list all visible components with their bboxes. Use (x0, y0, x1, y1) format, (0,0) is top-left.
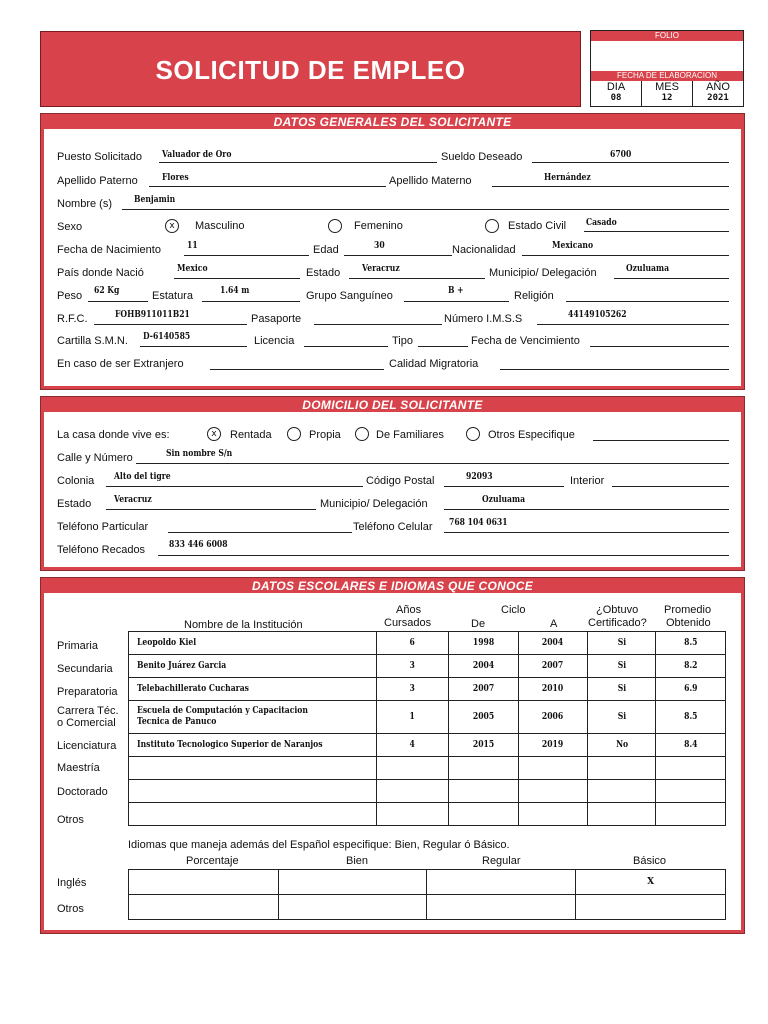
estado-nac-value: Veracruz (362, 264, 400, 274)
colonia-label: Colonia (57, 475, 95, 487)
a-cell[interactable]: 2006 (518, 701, 588, 734)
de-cell[interactable] (448, 757, 518, 780)
anios-cell[interactable]: 3 (376, 678, 448, 701)
pais-label: País donde Nació (57, 267, 144, 279)
idiomas-col-porcentaje: Porcentaje (186, 855, 239, 867)
de-cell[interactable]: 2015 (448, 734, 518, 757)
col-a: A (550, 618, 558, 630)
calle-label: Calle y Número (57, 452, 133, 464)
de-cell[interactable]: 2005 (448, 701, 518, 734)
colonia-field[interactable] (106, 486, 363, 487)
tel-cel-value: 768 104 0631 (449, 518, 508, 528)
licencia-label: Licencia (254, 335, 295, 347)
puesto-field[interactable] (159, 162, 437, 163)
domicilio-body (44, 412, 741, 567)
anios-cell[interactable]: 1 (376, 701, 448, 734)
interior-field[interactable] (612, 486, 729, 487)
dom-estado-value: Veracruz (114, 495, 152, 505)
cartilla-value: D-6140585 (143, 332, 191, 342)
rentada-label: Rentada (230, 429, 272, 441)
domicilio-section (40, 396, 745, 571)
de-cell[interactable]: 1998 (448, 632, 518, 655)
level-label: Licenciatura (57, 740, 117, 752)
anios-cell[interactable] (376, 803, 448, 826)
level-label: Carrera Téc. (57, 705, 119, 717)
idioma-label: Otros (57, 903, 84, 915)
level-label: o Comercial (57, 717, 116, 729)
ap-materno-field[interactable] (492, 186, 729, 187)
mes-value: 12 (661, 93, 673, 103)
nombre-label: Nombre (s) (57, 198, 113, 210)
idiomas-col-regular: Regular (482, 855, 521, 867)
datos-generales-body (44, 129, 741, 386)
institucion-cell[interactable] (129, 803, 377, 826)
tel-part-label: Teléfono Particular (57, 521, 149, 533)
puesto-value: Valuador de Oro (162, 150, 232, 160)
masculino-label: Masculino (195, 220, 245, 232)
municipio-nac-value: Ozuluama (626, 264, 670, 274)
ap-paterno-label: Apellido Paterno (57, 175, 138, 187)
imss-label: Número I.M.S.S (444, 313, 523, 325)
licencia-field[interactable] (304, 346, 388, 347)
nacionalidad-value: Mexicano (552, 241, 594, 251)
level-label: Primaria (57, 640, 98, 652)
extranjero-label: En caso de ser Extranjero (57, 358, 184, 370)
tel-cel-label: Teléfono Celular (353, 521, 433, 533)
a-cell[interactable]: 2019 (518, 734, 588, 757)
table-row (129, 632, 726, 655)
pasaporte-field[interactable] (314, 324, 442, 325)
imss-value: 44149105262 (568, 310, 627, 320)
level-label: Doctorado (57, 786, 108, 798)
cert-cell[interactable] (588, 803, 656, 826)
basico-cell[interactable]: X (576, 870, 726, 895)
a-cell[interactable]: 2007 (518, 655, 588, 678)
rfc-field[interactable] (94, 324, 247, 325)
cartilla-field[interactable] (140, 346, 247, 347)
section-title-generales: DATOS GENERALES DEL SOLICITANTE (273, 115, 512, 129)
estado-civil-radio[interactable] (485, 219, 499, 233)
anio-label: AÑO (706, 81, 730, 93)
prom-cell[interactable]: 8.4 (656, 734, 726, 757)
anios-cell[interactable]: 4 (376, 734, 448, 757)
col-anios-1: Años (396, 604, 422, 616)
escolares-section (40, 577, 745, 934)
idiomas-label: Idiomas que maneja además del Español especifique: Bien, Regular ó Básico. (128, 839, 510, 851)
tel-rec-field[interactable] (158, 555, 729, 556)
col-ciclo: Ciclo (501, 604, 526, 616)
cartilla-label: Cartilla S.M.N. (57, 335, 128, 347)
idiomas-table (128, 869, 726, 920)
nombre-field[interactable] (122, 209, 729, 210)
vencimiento-field[interactable] (590, 346, 729, 347)
estatura-field[interactable] (202, 301, 300, 302)
prom-cell[interactable] (656, 780, 726, 803)
col-cert-1: ¿Obtuvo (596, 604, 639, 616)
table-row (129, 678, 726, 701)
sueldo-value: 6700 (610, 150, 632, 160)
porcentaje-cell[interactable] (129, 870, 279, 895)
regular-cell[interactable] (427, 870, 576, 895)
escolares-table (128, 631, 726, 826)
date-cells (591, 81, 743, 106)
rfc-value: FOHB911011B21 (115, 310, 190, 320)
prom-cell[interactable]: 6.9 (656, 678, 726, 701)
fecha-elaboracion-label: FECHA DE ELABORACION (591, 71, 743, 81)
estado-civil-value: Casado (586, 218, 617, 228)
nacionalidad-field[interactable] (522, 255, 729, 256)
idiomas-col-bien: Bien (346, 855, 369, 867)
dia-label: DIA (606, 81, 626, 93)
municipio-nac-label: Municipio/ Delegación (489, 267, 597, 279)
calidad-label: Calidad Migratoria (389, 358, 479, 370)
col-cert-2: Certificado? (588, 617, 647, 629)
colonia-value: Alto del tigre (114, 472, 171, 482)
prom-cell[interactable]: 8.5 (656, 701, 726, 734)
dia-value: 08 (610, 93, 622, 103)
a-cell[interactable] (518, 803, 588, 826)
idioma-label: Inglés (57, 877, 87, 889)
bien-cell[interactable] (278, 895, 427, 920)
edad-label: Edad (313, 244, 339, 256)
cert-cell[interactable] (588, 780, 656, 803)
sangre-field[interactable] (404, 301, 509, 302)
table-row (129, 655, 726, 678)
dia-cell[interactable] (591, 81, 642, 106)
col-de: De (471, 618, 486, 630)
puesto-label: Puesto Solicitado (57, 151, 142, 163)
porcentaje-cell[interactable] (129, 895, 279, 920)
imss-field[interactable] (537, 324, 729, 325)
femenino-label: Femenino (354, 220, 403, 232)
edad-field[interactable] (344, 255, 452, 256)
datos-generales-section (40, 113, 745, 390)
folio-label: FOLIO (591, 31, 743, 41)
femenino-radio[interactable] (328, 219, 342, 233)
de-cell[interactable] (448, 803, 518, 826)
nombre-value: Benjamin (134, 195, 176, 205)
pasaporte-label: Pasaporte (251, 313, 302, 325)
anios-cell[interactable]: 6 (376, 632, 448, 655)
nacionalidad-label: Nacionalidad (452, 244, 516, 256)
calidad-field[interactable] (500, 369, 729, 370)
cp-field[interactable] (444, 486, 564, 487)
prom-cell[interactable]: 8.5 (656, 632, 726, 655)
estado-civil-field[interactable] (584, 231, 729, 232)
estado-nac-field[interactable] (349, 278, 485, 279)
level-label: Preparatoria (57, 686, 118, 698)
table-row (129, 701, 726, 734)
anio-value: 2021 (707, 93, 729, 103)
prom-cell[interactable]: 8.2 (656, 655, 726, 678)
familiares-radio[interactable] (355, 427, 369, 441)
section-title-domicilio: DOMICILIO DEL SOLICITANTE (302, 398, 483, 412)
col-anios-2: Cursados (384, 617, 432, 629)
peso-value: 62 Kg (94, 286, 120, 296)
institucion-cell[interactable]: Leopoldo Kiel (129, 632, 377, 655)
anios-cell[interactable]: 3 (376, 655, 448, 678)
cert-cell[interactable]: No (588, 734, 656, 757)
de-cell[interactable] (448, 780, 518, 803)
a-cell[interactable]: 2010 (518, 678, 588, 701)
a-cell[interactable] (518, 780, 588, 803)
anios-cell[interactable] (376, 780, 448, 803)
table-row (129, 870, 726, 895)
mes-cell[interactable] (642, 81, 693, 106)
cp-value: 92093 (466, 472, 493, 482)
level-label: Otros (57, 814, 84, 826)
rentada-radio[interactable]: x (207, 427, 221, 441)
table-row (129, 757, 726, 780)
anio-cell[interactable] (693, 81, 743, 106)
municipio-nac-field[interactable] (614, 278, 729, 279)
institucion-cell[interactable] (129, 757, 377, 780)
folio-box (590, 30, 744, 107)
de-cell[interactable]: 2007 (448, 678, 518, 701)
fecha-nac-value: 11 (187, 241, 198, 251)
rfc-label: R.F.C. (57, 313, 88, 325)
a-cell[interactable] (518, 757, 588, 780)
sexo-label: Sexo (57, 221, 83, 233)
propia-label: Propia (309, 429, 341, 441)
tel-rec-label: Teléfono Recados (57, 544, 146, 556)
idiomas-col-basico: Básico (633, 855, 667, 867)
calle-value: Sin nombre S/n (166, 449, 233, 459)
prom-cell[interactable] (656, 757, 726, 780)
folio-field[interactable] (591, 41, 743, 71)
tel-rec-value: 833 446 6008 (169, 540, 228, 550)
cp-label: Código Postal (366, 475, 435, 487)
institucion-cell[interactable]: Benito Juárez Garcia (129, 655, 377, 678)
pais-value: Mexico (177, 264, 208, 274)
familiares-label: De Familiares (376, 429, 444, 441)
sangre-label: Grupo Sanguíneo (306, 290, 393, 302)
ap-paterno-value: Flores (162, 173, 189, 183)
dom-municipio-value: Ozuluama (482, 495, 526, 505)
otros-field[interactable] (593, 440, 729, 441)
de-cell[interactable]: 2004 (448, 655, 518, 678)
escolares-body (44, 593, 741, 930)
institucion-cell[interactable]: Telebachillerato Cucharas (129, 678, 377, 701)
propia-radio[interactable] (287, 427, 301, 441)
a-cell[interactable]: 2004 (518, 632, 588, 655)
estado-civil-label: Estado Civil (508, 220, 567, 232)
peso-field[interactable] (88, 301, 148, 302)
dom-municipio-label: Municipio/ Delegación (320, 498, 428, 510)
edad-value: 30 (374, 241, 385, 251)
level-label: Maestría (57, 762, 100, 774)
tipo-field[interactable] (418, 346, 468, 347)
col-prom-2: Obtenido (666, 617, 711, 629)
interior-label: Interior (570, 475, 605, 487)
col-prom-1: Promedio (664, 604, 712, 616)
fecha-nac-field[interactable] (184, 255, 309, 256)
cert-cell[interactable]: Si (588, 632, 656, 655)
estatura-value: 1.64 m (220, 286, 250, 296)
level-label: Secundaria (57, 663, 113, 675)
sangre-value: B + (448, 286, 464, 296)
peso-label: Peso (57, 290, 83, 302)
mes-label: MES (655, 81, 679, 93)
cert-cell[interactable]: Si (588, 701, 656, 734)
bien-cell[interactable] (278, 870, 427, 895)
calle-field[interactable] (136, 463, 729, 464)
sueldo-label: Sueldo Deseado (441, 151, 523, 163)
estatura-label: Estatura (152, 290, 193, 302)
vencimiento-label: Fecha de Vencimiento (471, 335, 580, 347)
institucion-cell[interactable]: Instituto Tecnologico Superior de Naranjos (129, 734, 377, 757)
regular-cell[interactable] (427, 895, 576, 920)
cert-cell[interactable]: Si (588, 655, 656, 678)
table-row (129, 803, 726, 826)
extranjero-field[interactable] (210, 369, 384, 370)
table-row (129, 734, 726, 757)
section-title-escolares: DATOS ESCOLARES E IDIOMAS QUE CONOCE (251, 579, 534, 593)
religion-field[interactable] (566, 301, 729, 302)
prom-cell[interactable] (656, 803, 726, 826)
col-institucion: Nombre de la Institución (184, 619, 303, 631)
basico-cell[interactable] (576, 895, 726, 920)
tel-part-field[interactable] (168, 532, 352, 533)
sueldo-field[interactable] (532, 162, 729, 163)
institucion-cell[interactable]: Escuela de Computación y Capacitacion Tecnica de Panuco (129, 701, 377, 734)
page-title: SOLICITUD DE EMPLEO (155, 55, 466, 85)
otros-label: Otros Especifique (488, 429, 575, 441)
dom-estado-field[interactable] (106, 509, 316, 510)
cert-cell[interactable] (588, 757, 656, 780)
pais-field[interactable] (174, 278, 300, 279)
estado-nac-label: Estado (306, 267, 341, 279)
dom-estado-label: Estado (57, 498, 92, 510)
anios-cell[interactable] (376, 757, 448, 780)
tel-cel-field[interactable] (444, 532, 729, 533)
ap-materno-value: Hernández (544, 173, 591, 183)
title-banner (40, 31, 581, 107)
tipo-label: Tipo (392, 335, 413, 347)
casa-label: La casa donde vive es: (57, 429, 170, 441)
religion-label: Religión (514, 290, 554, 302)
otros-radio[interactable] (466, 427, 480, 441)
cert-cell[interactable]: Si (588, 678, 656, 701)
masculino-radio[interactable]: x (165, 219, 179, 233)
ap-materno-label: Apellido Materno (389, 175, 472, 187)
fecha-nac-label: Fecha de Nacimiento (57, 244, 161, 256)
table-row (129, 895, 726, 920)
table-row (129, 780, 726, 803)
dom-municipio-field[interactable] (444, 509, 729, 510)
ap-paterno-field[interactable] (149, 186, 386, 187)
institucion-cell[interactable] (129, 780, 377, 803)
